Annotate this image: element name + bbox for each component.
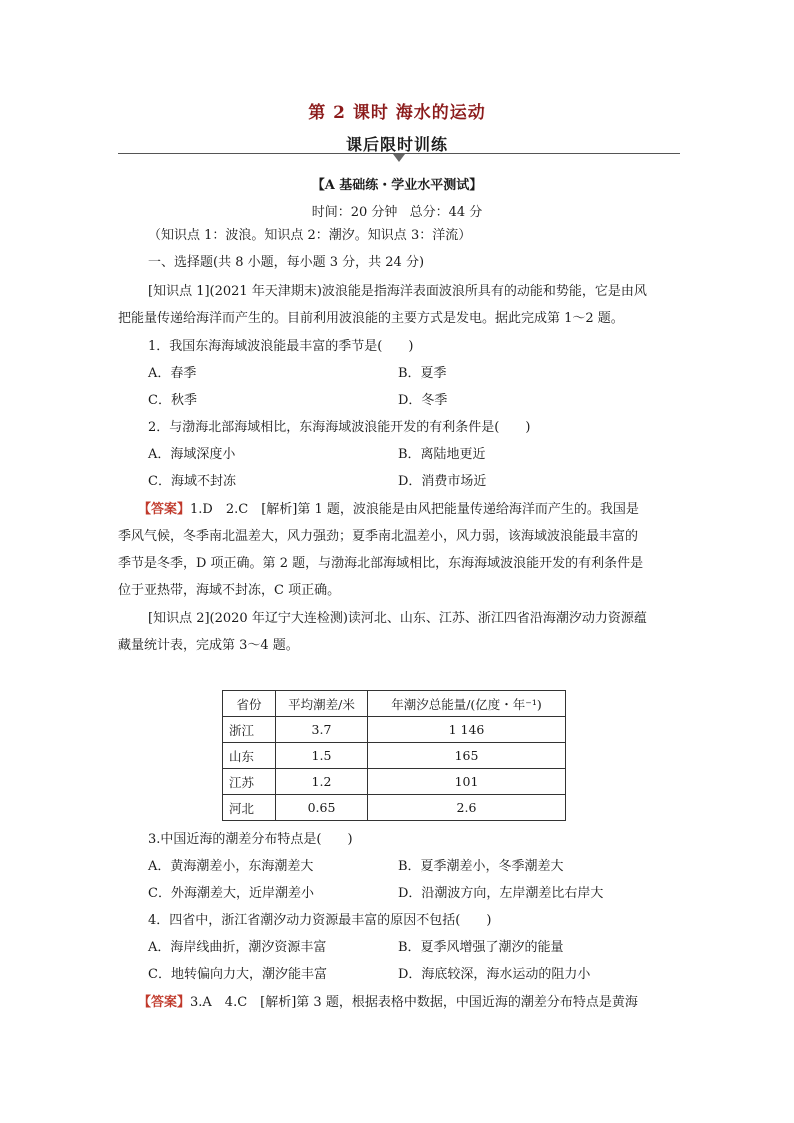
q3-option-c: C．外海潮差大，近岸潮差小 xyxy=(148,886,314,901)
table-row xyxy=(223,743,566,769)
time-score-line xyxy=(0,201,794,220)
answer1-text: 1.D 2.C [解析]第 1 题，波浪能是由风把能量传递给海洋而产生的。我国是 xyxy=(190,502,639,517)
intro1-line2: 把能量传递给海洋而产生的。目前利用波浪能的主要方式是发电。据此完成第 1～2 题。 xyxy=(118,311,624,326)
intro2-line1: [知识点 2](2020 年辽宁大连检测)读河北、山东、江苏、浙江四省沿海潮汐动力资源蕴 xyxy=(148,611,647,626)
table-cell: 1.2 xyxy=(276,769,368,795)
table-header: 年潮汐总能量/(亿度・年⁻¹) xyxy=(368,691,566,717)
answer1-line1 xyxy=(138,500,639,520)
table-header: 平均潮差/米 xyxy=(276,691,368,717)
table-row xyxy=(223,769,566,795)
q2-option-a: A．海域深度小 xyxy=(148,447,236,462)
intro1-line1: [知识点 1](2021 年天津期末)波浪能是指海洋表面波浪所具有的动能和势能，它是由风 xyxy=(148,284,647,299)
table-header-row xyxy=(223,691,566,717)
q4-stem: 4．四省中，浙江省潮汐动力资源最丰富的原因不包括( ) xyxy=(148,913,492,928)
q4-option-b: B．夏季风增强了潮汐的能量 xyxy=(398,940,564,955)
q3-option-d: D．沿潮波方向，左岸潮差比右岸大 xyxy=(398,886,604,901)
lesson-subtitle: 课后限时训练 xyxy=(345,135,448,154)
section-label: 【A 基础练・学业水平测试】 xyxy=(311,178,483,193)
lesson-title: 第 2 课时 海水的运动 xyxy=(308,103,486,123)
table-row xyxy=(223,717,566,743)
q4-option-d: D．海底较深，海水运动的阻力小 xyxy=(398,967,591,982)
answer1-line2: 季风气候，冬季南北温差大，风力强劲；夏季南北温差小，风力弱，该海域波浪能最丰富的 xyxy=(118,529,639,544)
table-cell: 浙江 xyxy=(223,717,276,743)
table-cell: 河北 xyxy=(223,795,276,821)
q4-option-a: A．海岸线曲折，潮汐资源丰富 xyxy=(148,940,327,955)
table-row xyxy=(223,795,566,821)
table-header: 省份 xyxy=(223,691,276,717)
q3-option-b: B．夏季潮差小，冬季潮差大 xyxy=(398,859,564,874)
q1-option-b: B．夏季 xyxy=(398,366,447,381)
q4-option-c: C．地转偏向力大，潮汐能丰富 xyxy=(148,967,327,982)
answer2-text: 3.A 4.C [解析]第 3 题，根据表格中数据，中国近海的潮差分布特点是黄海 xyxy=(190,995,638,1010)
q3-option-a: A．黄海潮差小，东海潮差大 xyxy=(148,859,314,874)
time-limit: 时间：20 分钟 xyxy=(311,205,398,220)
intro2-line2: 藏量统计表，完成第 3～4 题。 xyxy=(118,638,299,653)
q1-stem: 1．我国东海海域波浪能最丰富的季节是( ) xyxy=(148,339,414,354)
table-cell: 1.5 xyxy=(276,743,368,769)
table-cell: 101 xyxy=(368,769,566,795)
q1-option-a: A．春季 xyxy=(148,366,197,381)
table-cell: 0.65 xyxy=(276,795,368,821)
answer1-line3: 季节是冬季，D 项正确。第 2 题，与渤海北部海域相比，东海海域波浪能开发的有利条件是 xyxy=(118,556,644,571)
q2-stem: 2．与渤海北部海域相比，东海海域波浪能开发的有利条件是( ) xyxy=(148,420,531,435)
answer2-line1 xyxy=(138,993,638,1013)
q2-option-d: D．消费市场近 xyxy=(398,474,487,489)
table-cell: 2.6 xyxy=(368,795,566,821)
q2-option-b: B．离陆地更近 xyxy=(398,447,486,462)
table-cell: 山东 xyxy=(223,743,276,769)
total-score: 总分：44 分 xyxy=(409,205,483,220)
knowledge-points: （知识点 1：波浪。知识点 2：潮汐。知识点 3：洋流） xyxy=(148,228,472,243)
table-cell: 1 146 xyxy=(368,717,566,743)
q2-option-c: C．海域不封冻 xyxy=(148,474,236,489)
answer-tag: 【答案】 xyxy=(138,995,191,1010)
divider-arrow-icon xyxy=(393,154,405,162)
table-cell: 江苏 xyxy=(223,769,276,795)
answer-tag: 【答案】 xyxy=(138,502,191,517)
table-cell: 165 xyxy=(368,743,566,769)
answer1-line4: 位于亚热带，海域不封冻，C 项正确。 xyxy=(118,583,341,598)
tidal-energy-table xyxy=(222,690,566,821)
part1-heading: 一、选择题(共 8 小题，每小题 3 分，共 24 分) xyxy=(148,255,425,270)
q1-option-d: D．冬季 xyxy=(398,393,448,408)
q1-option-c: C．秋季 xyxy=(148,393,197,408)
table-cell: 3.7 xyxy=(276,717,368,743)
q3-stem: 3.中国近海的潮差分布特点是( ) xyxy=(148,832,353,847)
